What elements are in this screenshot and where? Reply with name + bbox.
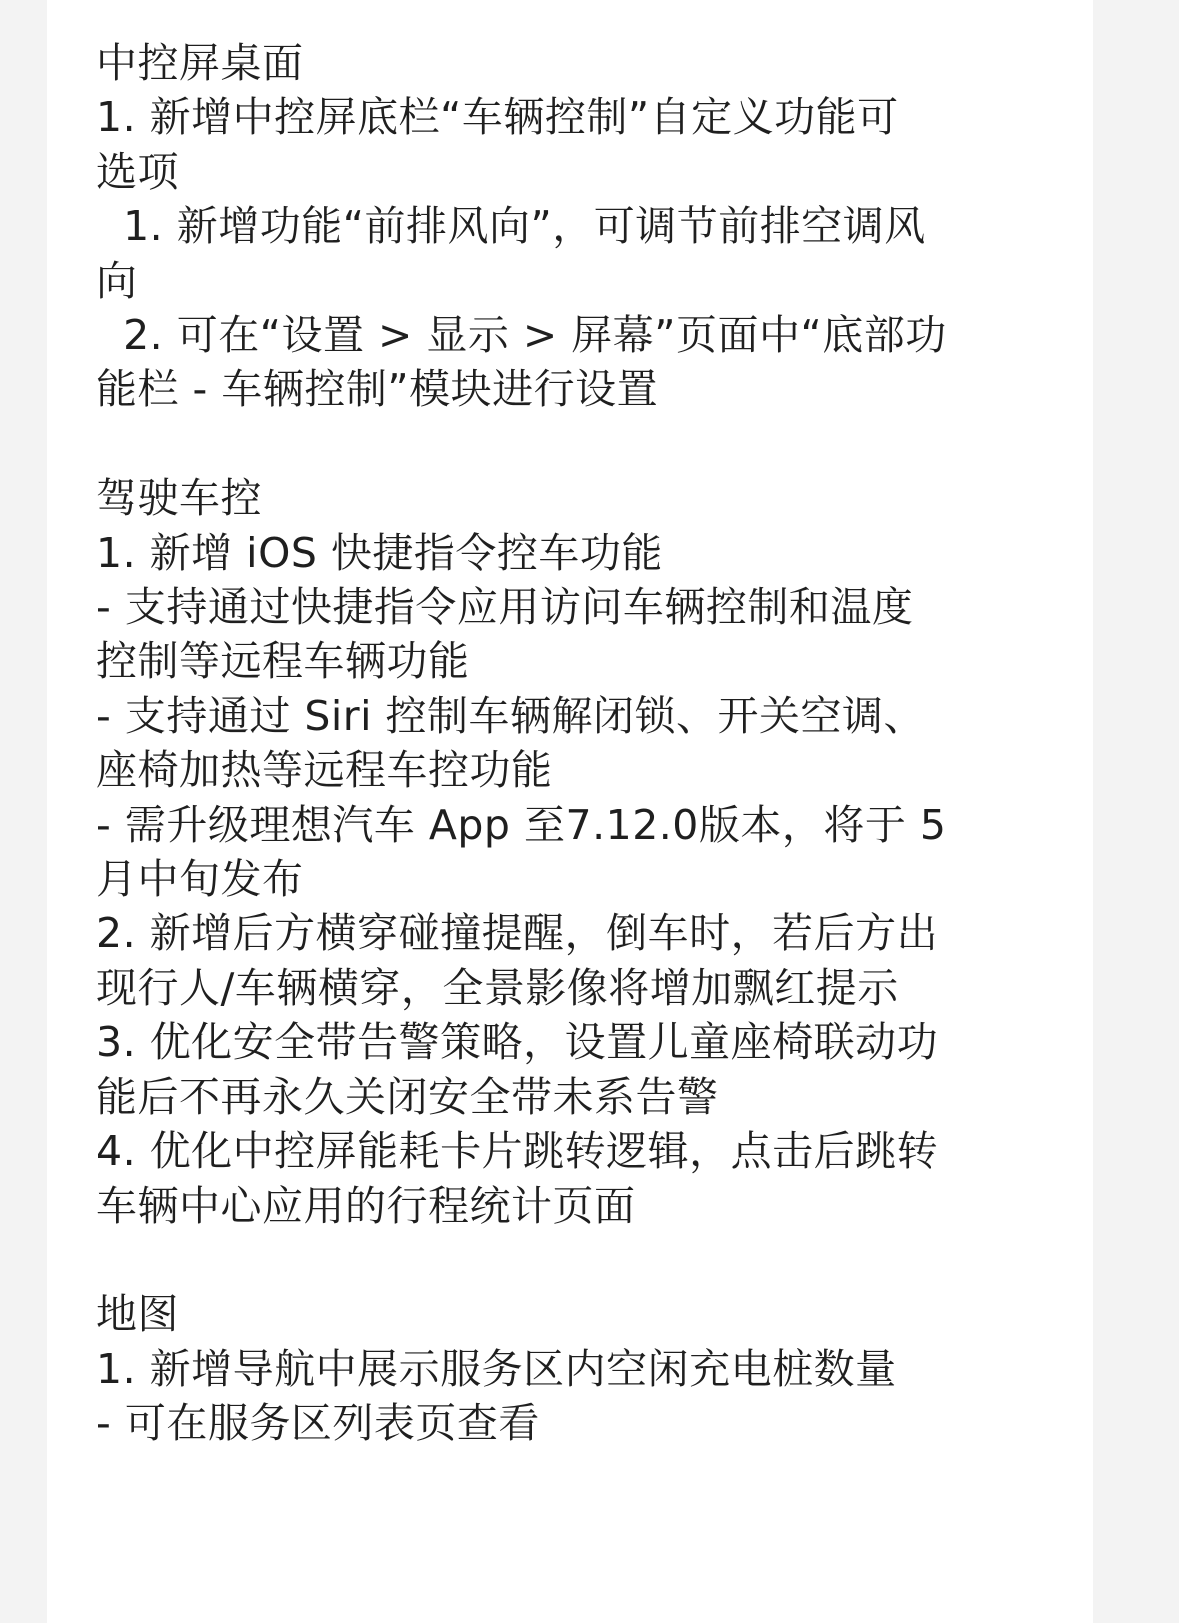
note-body bbox=[96, 36, 1056, 1451]
note-line: - 支持通过 Siri 控制车辆解闭锁、开关空调、 bbox=[96, 691, 926, 740]
note-line: 1. 新增 iOS 快捷指令控车功能 bbox=[96, 528, 663, 577]
note-line: 2. 可在“设置 > 显示 > 屏幕”页面中“底部功 bbox=[96, 311, 947, 360]
note-line: 1. 新增中控屏底栏“车辆控制”自定义功能可 bbox=[96, 93, 899, 142]
note-line: - 可在服务区列表页查看 bbox=[96, 1399, 540, 1448]
note-line: 能栏 - 车辆控制”模块进行设置 bbox=[96, 365, 659, 414]
note-line: - 需升级理想汽车 App 至7.12.0版本，将于 5 bbox=[96, 800, 947, 849]
note-line: 车辆中心应用的行程统计页面 bbox=[96, 1181, 636, 1230]
note-line: 向 bbox=[96, 256, 138, 305]
note-line: 现行人/车辆横穿，全景影像将增加飘红提示 bbox=[96, 963, 899, 1012]
section-spacer bbox=[96, 417, 1056, 471]
note-line: 控制等远程车辆功能 bbox=[96, 637, 470, 686]
note-line: 3. 优化安全带告警策略，设置儿童座椅联动功 bbox=[96, 1018, 939, 1067]
note-line: 能后不再永久关闭安全带未系告警 bbox=[96, 1072, 719, 1121]
note-line: 2. 新增后方横穿碰撞提醒，倒车时，若后方出 bbox=[96, 909, 939, 958]
section-heading: 中控屏桌面 bbox=[96, 39, 304, 87]
section-spacer bbox=[96, 1233, 1056, 1287]
note-line: - 支持通过快捷指令应用访问车辆控制和温度 bbox=[96, 583, 914, 632]
note-line: 1. 新增功能“前排风向”，可调节前排空调风 bbox=[96, 202, 926, 251]
note-line: 选项 bbox=[96, 147, 179, 196]
note-line: 4. 优化中控屏能耗卡片跳转逻辑，点击后跳转 bbox=[96, 1127, 939, 1176]
section-heading: 驾驶车控 bbox=[96, 474, 262, 523]
note-line: 1. 新增导航中展示服务区内空闲充电桩数量 bbox=[96, 1344, 897, 1393]
note-line: 月中旬发布 bbox=[96, 855, 304, 904]
section-heading: 地图 bbox=[96, 1290, 179, 1339]
note-line: 座椅加热等远程车控功能 bbox=[96, 746, 553, 795]
